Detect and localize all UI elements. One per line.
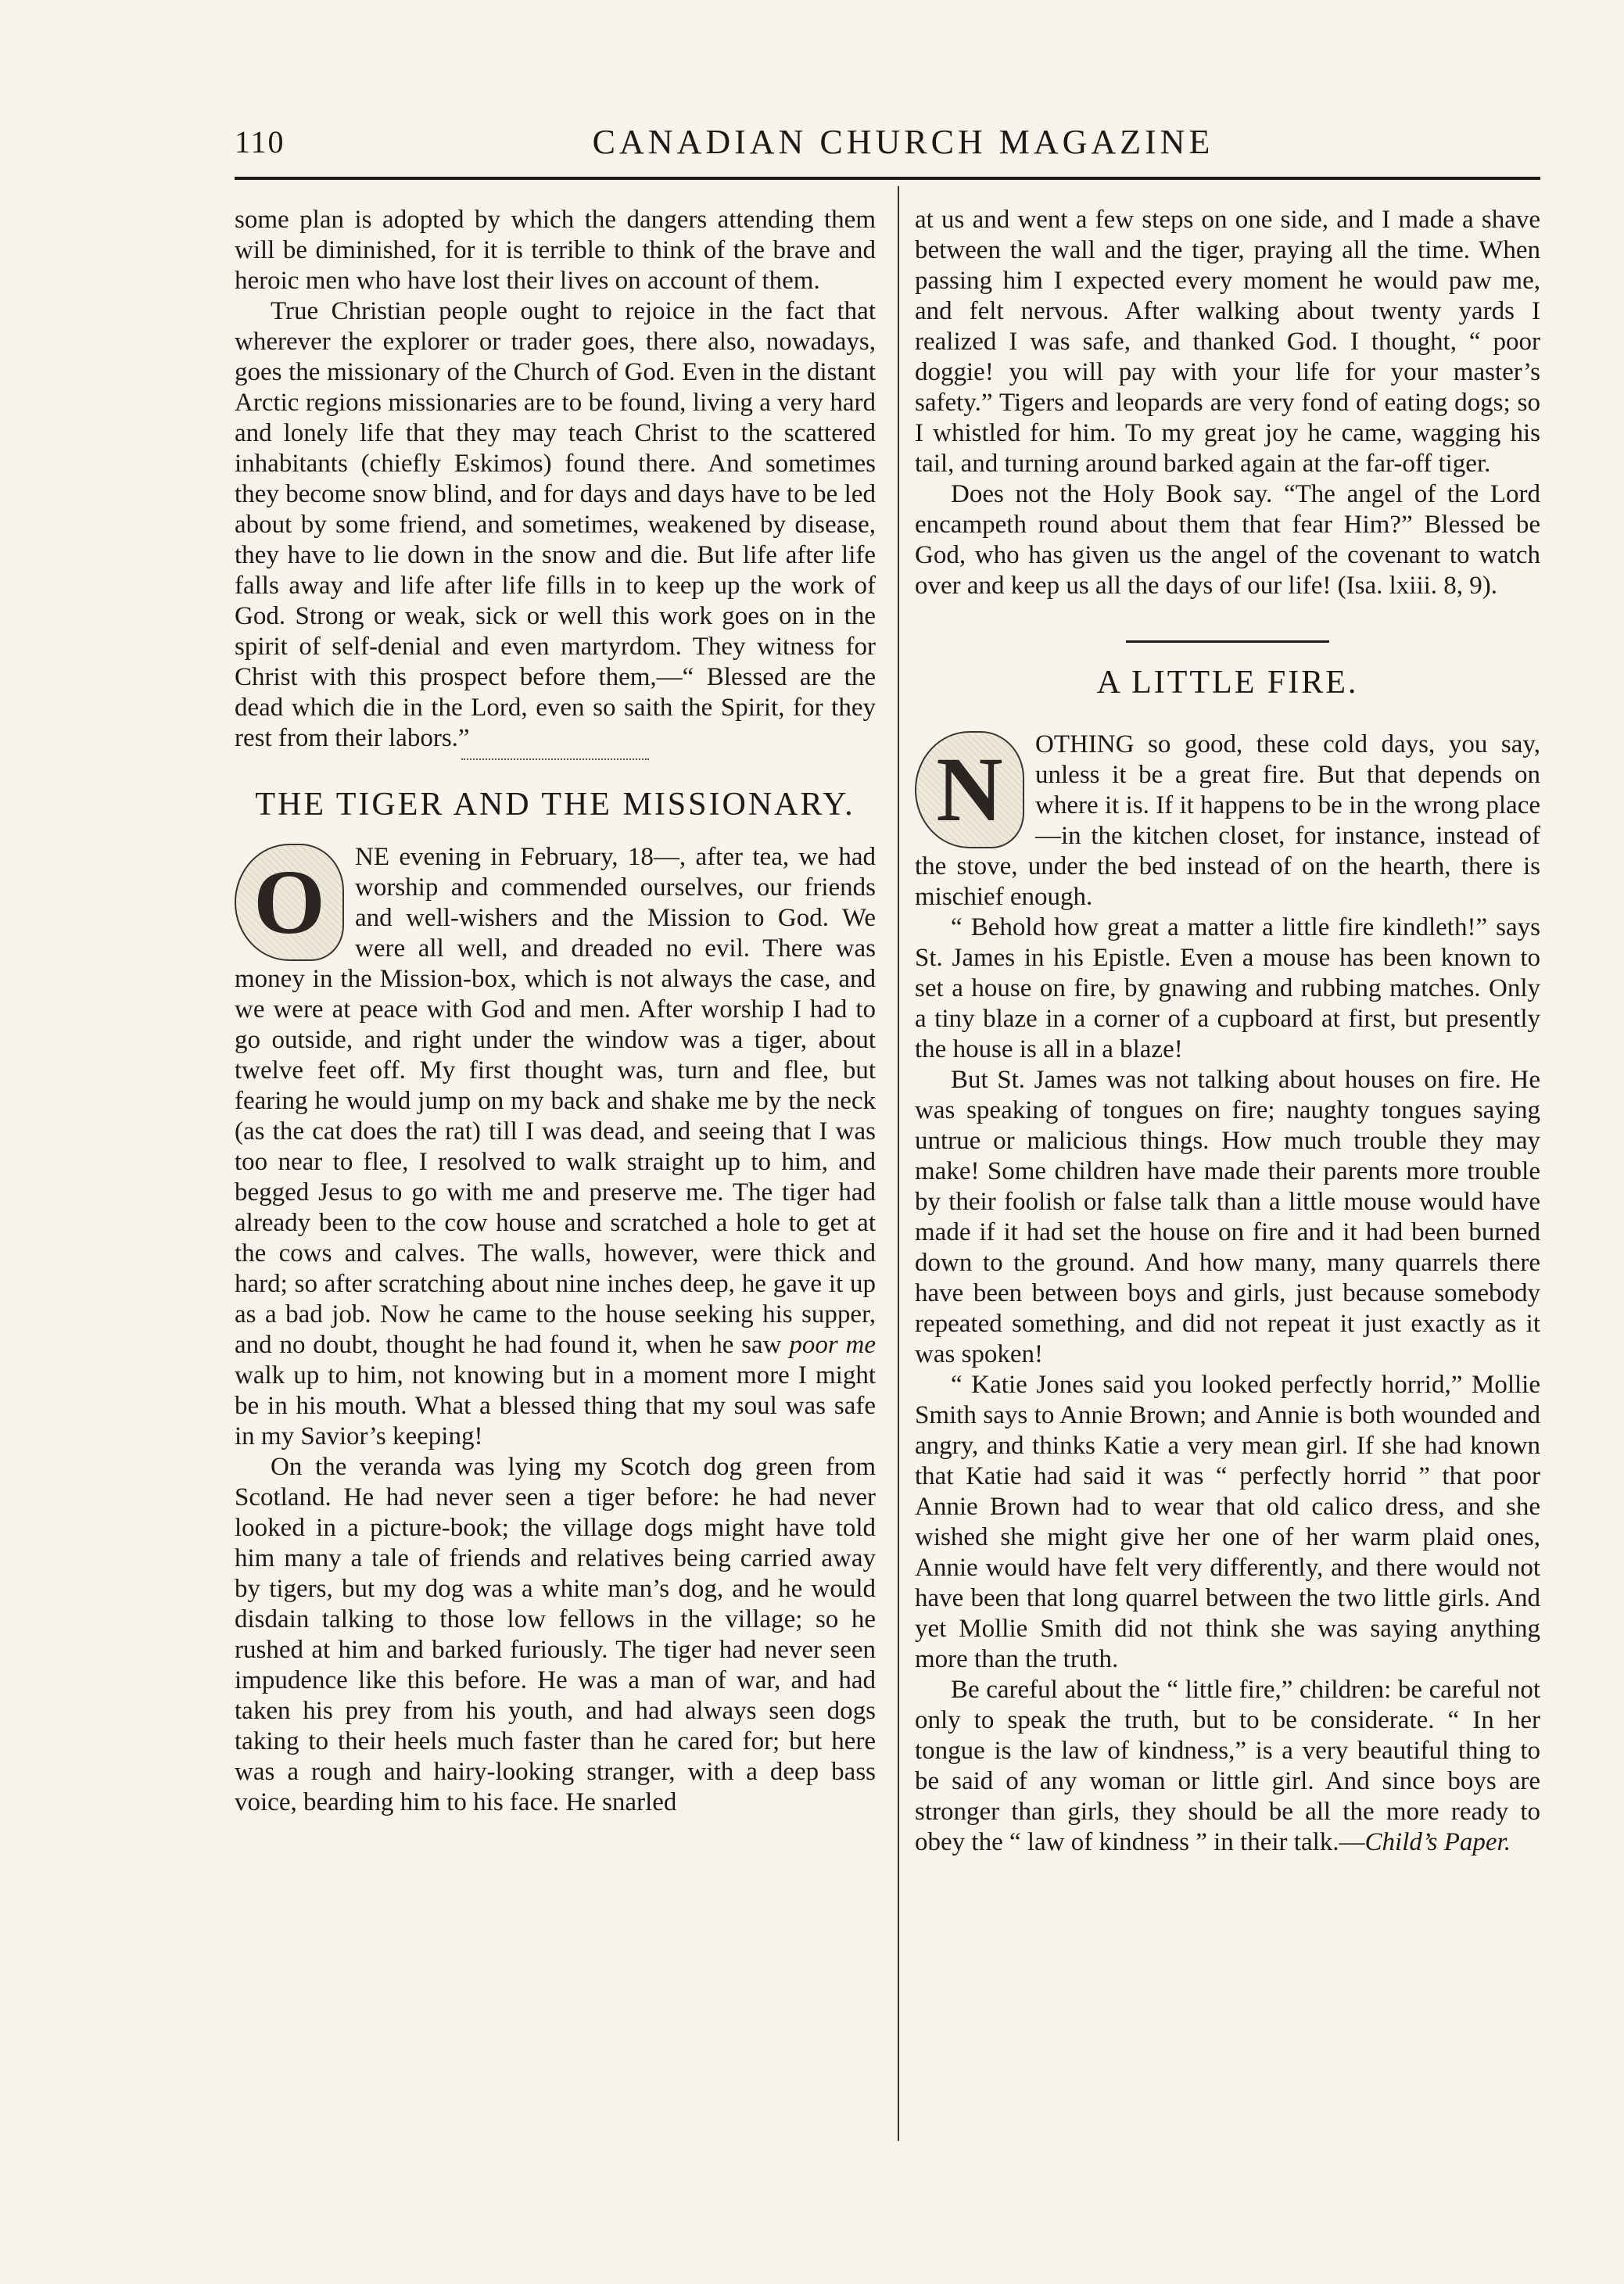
tiger-continued-paragraph: at us and went a few steps on one side, and I made a shave between the wall and the tiger, praying all the time. When passing him I expected every moment he would paw me, and felt nervous. After walking about twenty yards I realized I was safe, and thanked God. I thought, “ poor doggie! you will pay with your life for your master’s safety.” Tigers and leopards are very fond of eating dogs; so I whistled for him. To my great joy he came, wagging his tail, and turning around barked again at the far-off tiger. xyxy=(915,206,1540,478)
fire-paragraph-5-text: Be careful about the “ little fire,” children: be careful not only to speak the truth, but to be considerate. “ In her tongue is the law of kindness,” is a very beautiful thing to be said of any woman or little girl. And since boys are stronger than girls, they should be all the more ready to obey the “ law of kindness ” in their talk.— xyxy=(915,1676,1540,1856)
column-divider xyxy=(898,186,899,2141)
section-rule xyxy=(1126,640,1329,643)
article-title-fire: A LITTLE FIRE. xyxy=(1096,665,1359,701)
source-credit: Child’s Paper. xyxy=(1364,1828,1511,1856)
right-column xyxy=(915,205,1540,1858)
magazine-title: CANADIAN CHURCH MAGAZINE xyxy=(592,123,1214,161)
holy-book-paragraph: Does not the Holy Book say. “The angel of the Lord encampeth round about them that fear Him?” Blessed be God, who has given us the angel of the covenant to watch over and keep us all the days of our life! (Isa. lxiii. 8, 9). xyxy=(915,480,1540,600)
continued-paragraph: some plan is adopted by which the dangers attending them will be diminished, for it is terrible to think of the brave and heroic men who have lost their lives on account of them. xyxy=(235,206,876,295)
ornamental-dropcap-o: O xyxy=(235,844,344,961)
ornamental-dropcap-n: N xyxy=(915,731,1024,848)
tiger-paragraph-1-text: NE evening in February, 18—, after tea, we had worship and commended ourselves, our friends and well-wishers and the Mission to God. We were all well, and dreaded no evil. There was money in the Mission-box, which is not always the case, and we were at peace with God and men. After worship I had to go outside, and right under the window was a tiger, about twelve feet off. My first thought was, turn and flee, but fearing he would jump on my back and shake me by the neck (as the cat does the rat) till I was dead, and seeing that I was too near to flee, I resolved to walk straight up to him, and begged Jesus to go with me and preserve me. The tiger had already been to the cow house and scratched a hole to get at the cows and calves. The walls, however, were thick and hard; so after scratching about nine inches deep, he gave it up as a bad job. Now he came to the house seeking his supper, and no doubt, thought he had found it, when he saw xyxy=(235,843,876,1359)
fire-paragraph-5 xyxy=(915,1675,1540,1858)
running-head xyxy=(235,117,1540,164)
article-title-tiger: THE TIGER AND THE MISSIONARY. xyxy=(255,787,855,823)
tiger-article xyxy=(235,842,876,1818)
page-number: 110 xyxy=(235,124,285,160)
fire-paragraph-1: OTHING so good, these cold days, you say, unless it be a great fire. But that depends on where it is. If it happens to be in the wrong place—in the kitchen closet, for instance, instead of the stove, under the bed instead of on the hearth, there is mischief enough. xyxy=(915,730,1540,911)
fire-paragraph-3: But St. James was not talking about houses on fire. He was speaking of tongues on fire; naughty tongues saying untrue or malicious things. How much trouble they may make! Some children have made their parents more trouble by their foolish or false talk than a little mouse would have made if it had set the house on fire and it had been burned down to the ground. And how many, many quarrels there have been between boys and girls, just because somebody repeated something, and did not repeat it just exactly as it was spoken! xyxy=(915,1066,1540,1368)
fire-paragraph-4: “ Katie Jones said you looked perfectly horrid,” Mollie Smith says to Annie Brown; and Annie is both wounded and angry, and thinks Katie a very mean girl. If she had known that Katie had said it was “ perfectly horrid ” that poor Annie Brown had to wear that old calico dress, and she wished she might give her one of her warm plaid ones, Annie would have felt very differently, and there would not have been that long quarrel between the two little girls. And yet Mollie Smith did not think she was saying anything more than the truth. xyxy=(915,1371,1540,1673)
tiger-paragraph-2: On the veranda was lying my Scotch dog green from Scotland. He had never seen a tiger before: he had never looked in a picture-book; the village dogs might have told him many a tale of friends and relatives being carried away by tigers, but my dog was a white man’s dog, and he would disdain talking to those low fellows in the village; so he rushed at him and barked furiously. The tiger had never seen impudence like this before. He was a man of war, and had taken his prey from his youth, and had always seen dogs taking to their heels much faster than he cared for; but here was a rough and hairy-looking stranger, with a deep bass voice, bearding him to his face. He snarled xyxy=(235,1453,876,1816)
section-separator xyxy=(461,758,649,760)
fire-paragraph-2: “ Behold how great a matter a little fire kindleth!” says St. James in his Epistle. Even a mouse has been known to set a house on fire, by gnawing and rubbing matches. Only a tiny blaze in a corner of a cupboard at first, but presently the house is all in a blaze! xyxy=(915,913,1540,1063)
arctic-missionaries-paragraph: True Christian people ought to rejoice in the fact that wherever the explorer or trader goes, there also, nowadays, goes the missionary of the Church of God. Even in the distant Arctic regions missionaries are to be found, living a very hard and lonely life that they may teach Christ to the scattered inhabitants (chiefly Eskimos) found there. And sometimes they become snow blind, and for days and days have to be led about by some friend, and sometimes, weakened by disease, they have to lie down in the snow and die. But life after life falls away and life after life fills in to keep up the work of God. Strong or weak, sick or well this work goes on in the spirit of self-denial and even martyrdom. They witness for Christ with this prospect before them,—“ Blessed are the dead which die in the Lord, even so saith the Spirit, for they rest from their labors.” xyxy=(235,297,876,752)
left-column xyxy=(235,205,876,1818)
fire-article xyxy=(915,730,1540,1858)
header-rule xyxy=(235,177,1540,180)
tiger-paragraph-1-end: walk up to him, not knowing but in a moment more I might be in his mouth. What a blessed thing that my soul was safe in my Savior’s keeping! xyxy=(235,1361,876,1450)
italic-phrase: poor me xyxy=(789,1331,877,1359)
